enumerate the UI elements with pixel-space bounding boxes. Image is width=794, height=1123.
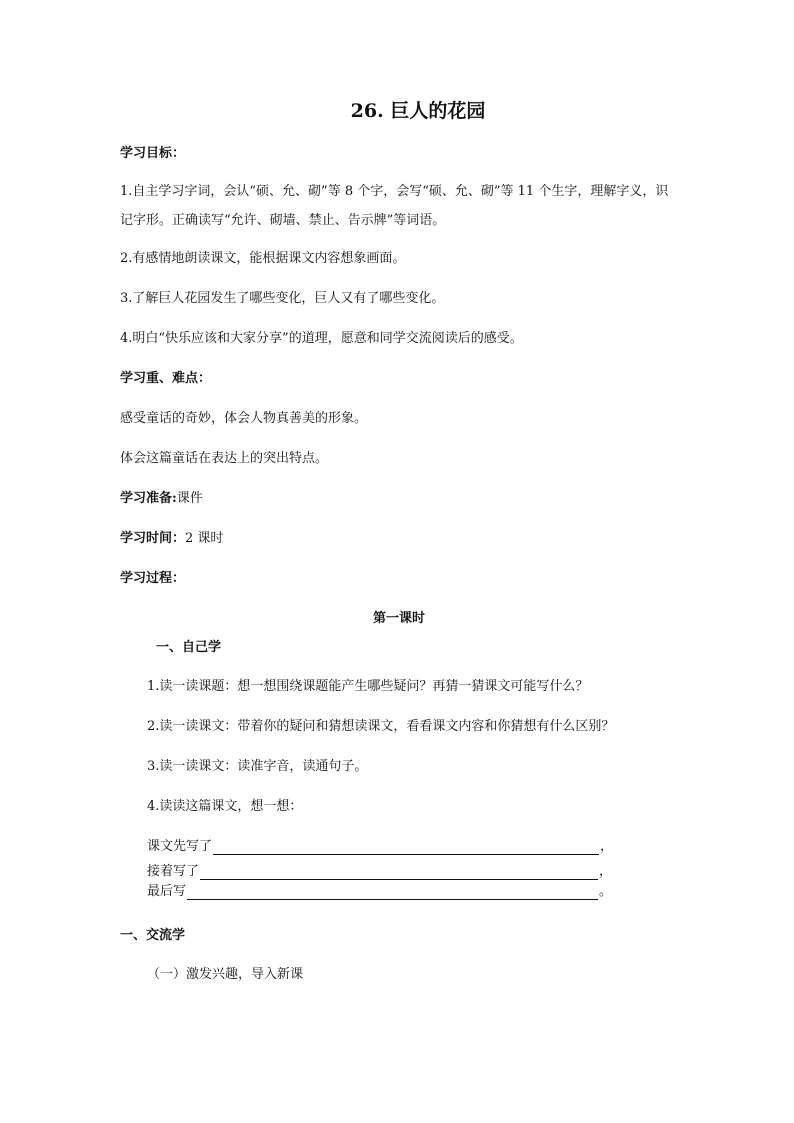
key-point-item-2: 体会这篇童话在表达上的突出特点。	[120, 451, 329, 466]
self-study-item-2: 2.读一读课文：带着你的疑问和猜想读课文，看看课文内容和你猜想有什么区别？	[147, 719, 615, 734]
exchange-sub-item-1: （一）激发兴趣，导入新课	[147, 967, 304, 982]
process-heading: 学习过程：	[120, 571, 186, 586]
time-value: 2 课时	[185, 531, 224, 546]
fill-blank-next-end: ，	[599, 864, 613, 879]
fill-blank-first-end: ，	[600, 839, 614, 854]
objective-item-4: 4.明白“快乐应该和大家分享”的道理，愿意和同学交流阅读后的感受。	[120, 331, 523, 346]
key-points-heading: 学习重、难点：	[120, 371, 212, 386]
preparation-label: 学习准备:	[120, 491, 177, 506]
objectives-heading: 学习目标：	[120, 146, 186, 161]
objective-item-3: 3.了解巨人花园发生了哪些变化，巨人又有了哪些变化。	[120, 291, 445, 306]
objective-item-1: 1.自主学习字词，会认“硕、允、砌”等 8 个字，会写“硕、允、砌”等 11 个生字，理解字义，识记字形。正确读写“允许、砌墙、禁止、告示牌”等词语。	[120, 184, 669, 228]
fill-blank-next	[147, 864, 612, 880]
key-point-item-1: 感受童话的奇妙，体会人物真善美的形象。	[120, 411, 368, 426]
preparation-line	[120, 491, 203, 507]
section-self-study-heading: 一、自己学	[156, 640, 222, 655]
fill-blank-last-line	[187, 885, 598, 900]
section-exchange-heading: 一、交流学	[120, 928, 186, 943]
fill-blank-last-end: 。	[599, 884, 613, 899]
self-study-item-1: 1.读一读课题：想一想围绕课题能产生哪些疑问？再猜一猜课文可能写什么？	[147, 679, 589, 694]
lesson-title: 第一课时	[372, 611, 425, 626]
fill-blank-last-label: 最后写	[147, 884, 187, 899]
fill-blank-first-label: 课文先写了	[147, 839, 213, 854]
fill-blank-next-label: 接着写了	[147, 864, 200, 879]
objective-item-2: 2.有感情地朗读课文，能根据课文内容想象画面。	[120, 251, 406, 266]
fill-blank-last	[147, 884, 612, 900]
fill-blank-first	[147, 839, 613, 855]
time-line	[120, 531, 223, 547]
fill-blank-first-line	[213, 840, 599, 855]
document-title: 26. 巨人的花园	[350, 100, 486, 122]
fill-blank-next-line	[200, 865, 598, 880]
self-study-item-4: 4.读读这篇课文，想一想：	[147, 799, 303, 814]
self-study-item-3: 3.读一读课文：读准字音，读通句子。	[147, 759, 368, 774]
preparation-value: 课件	[176, 491, 203, 506]
time-label: 学习时间：	[120, 531, 186, 546]
